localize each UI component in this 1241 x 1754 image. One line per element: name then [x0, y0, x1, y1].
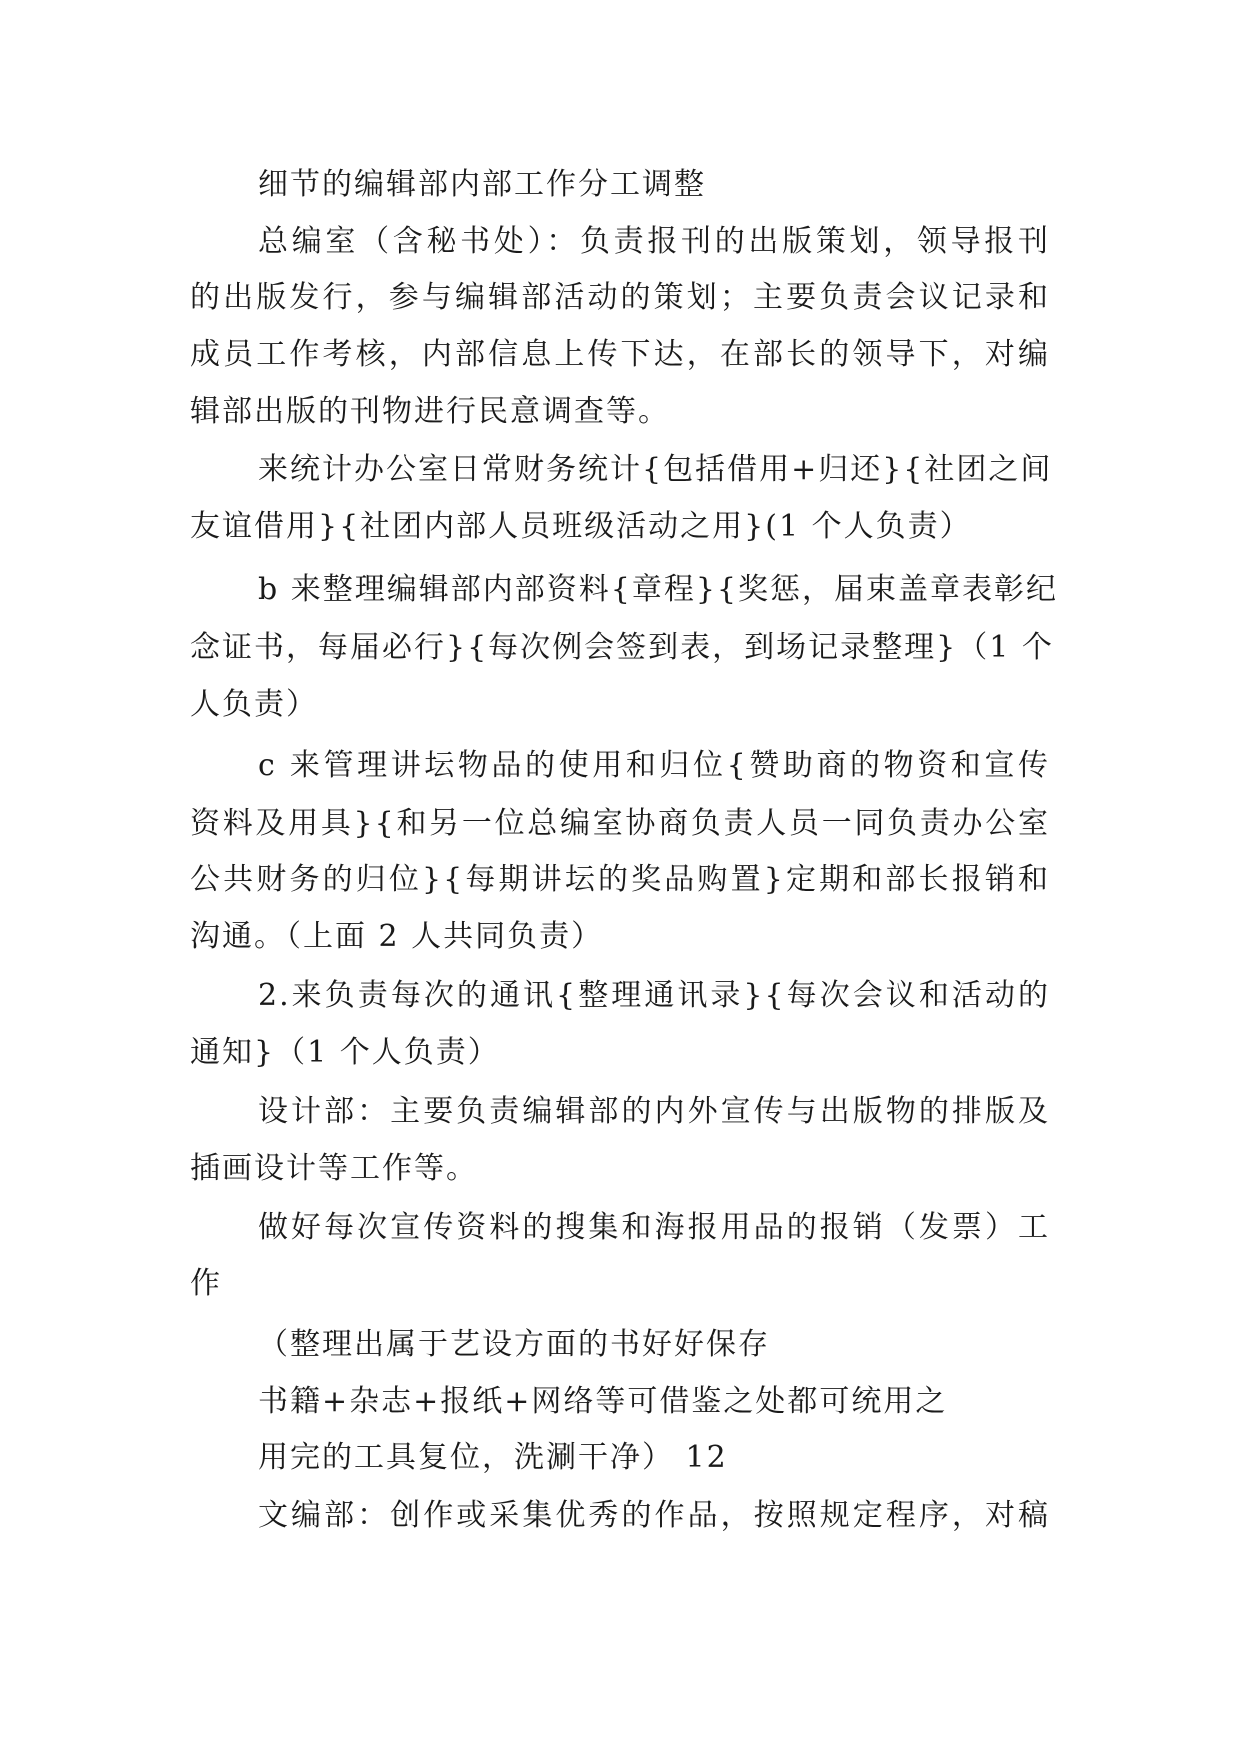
- text-line: 资料及用具}{和另一位总编室协商负责人员一同负责办公室: [190, 806, 1050, 841]
- text-line: 来统计办公室日常财务统计{包括借用+归还}{社团之间: [258, 452, 1053, 487]
- text-line: 辑部出版的刊物进行民意调查等。: [190, 394, 670, 429]
- text-line: 设计部：主要负责编辑部的内外宣传与出版物的排版及: [258, 1094, 1050, 1129]
- text-line: 成员工作考核，内部信息上传下达，在部长的领导下，对编: [190, 337, 1050, 372]
- text-line: 作: [190, 1266, 222, 1301]
- text-line: 插画设计等工作等。: [190, 1151, 478, 1186]
- text-line: b 来整理编辑部内部资料{章程}{奖惩，届束盖章表彰纪: [258, 572, 1059, 607]
- text-line: 总编室（含秘书处）：负责报刊的出版策划，领导报刊: [258, 224, 1050, 259]
- text-line: 沟通。（上面 2 人共同负责）: [190, 919, 604, 954]
- text-line: 用完的工具复位，洗涮干净） 12: [258, 1440, 728, 1475]
- text-line: 做好每次宣传资料的搜集和海报用品的报销（发票）工: [258, 1210, 1050, 1245]
- text-line: 友谊借用}{社团内部人员班级活动之用}(1 个人负责）: [190, 509, 972, 544]
- text-line: 人负责）: [190, 687, 318, 722]
- text-line: 念证书，每届必行}{每次例会签到表，到场记录整理}（1 个: [190, 630, 1054, 665]
- text-line: 2.来负责每次的通讯{整理通讯录}{每次会议和活动的: [258, 978, 1050, 1013]
- text-line: c 来管理讲坛物品的使用和归位{赞助商的物资和宣传: [258, 748, 1050, 783]
- text-line: 文编部：创作或采集优秀的作品，按照规定程序，对稿: [258, 1498, 1050, 1533]
- text-line: 公共财务的归位}{每期讲坛的奖品购置}定期和部长报销和: [190, 862, 1050, 897]
- text-line: （整理出属于艺设方面的书好好保存: [258, 1327, 770, 1362]
- text-line: 通知}（1 个人负责）: [190, 1035, 500, 1070]
- text-line: 书籍+杂志+报纸+网络等可借鉴之处都可统用之: [258, 1384, 948, 1419]
- document-title: 细节的编辑部内部工作分工调整: [258, 167, 706, 202]
- text-line: 的出版发行，参与编辑部活动的策划；主要负责会议记录和: [190, 280, 1050, 315]
